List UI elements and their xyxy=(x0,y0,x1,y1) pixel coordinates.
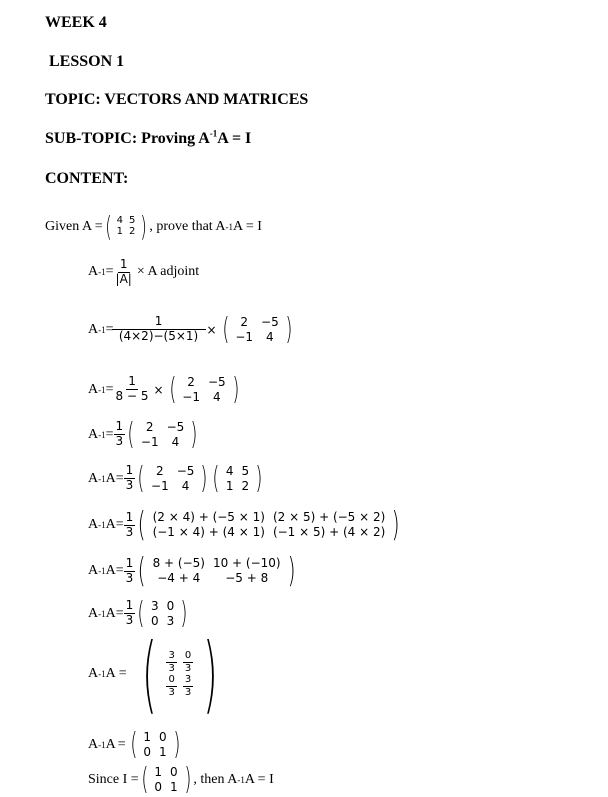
given-matrix: ( 4 5 1 2 ) xyxy=(104,210,148,243)
adjoint-matrix: ( 2 −5 −1 4 ) xyxy=(127,417,198,452)
step-3: A -1 = $\frac{1}{8 - 5}$ × ( 2 −5 −1 4 ) xyxy=(88,372,241,407)
adjoint-matrix: ( 2 −5 −1 4 ) xyxy=(221,312,293,347)
result-matrix: ( 3 0 0 3 ) xyxy=(137,596,188,631)
step-10: A -1 A = ( 1 0 0 1 ) xyxy=(88,727,182,762)
adjoint-matrix: ( 2 −5 −1 4 ) xyxy=(137,461,208,496)
step-9: A -1 A = ( $\frac{3}{3}$ $\frac{0}{3}$ $\frac{0}{3}$ $\frac{3}{3}$ ) xyxy=(88,636,227,712)
fraction: $\frac{1}{3}$ xyxy=(125,555,134,585)
product-matrix: ( 8 + (−5) 10 + (−10) −4 + 4 −5 + 8 ) xyxy=(137,551,296,591)
adjoint-matrix: ( 2 −5 −1 4 ) xyxy=(168,372,240,407)
step-8: A -1 A = $\frac{1}{3}$ ( 3 0 0 3 ) xyxy=(88,596,190,631)
step-2: A -1 = $\frac{1}{(4\times 2)-(5\times 1)}$ × ( 2 −5 −1 4 ) xyxy=(88,312,294,347)
week-heading: WEEK 4 xyxy=(45,14,107,31)
product-matrix: ( (2 × 4) + (−5 × 1) (2 × 5) + (−5 × 2) (−1 × 4) + (4 × 1) (−1 × 5) + (4 × 2) ) xyxy=(137,505,400,545)
fraction: $\frac{1}{3}$ xyxy=(115,419,124,448)
matrix-a: ( 4 5 1 2 ) xyxy=(212,461,263,496)
conclusion: Since I = ( 1 0 0 1 ) , then A -1 A = I xyxy=(88,762,274,797)
fraction: $\frac{1}{3}$ xyxy=(125,509,134,539)
topic-heading: TOPIC: VECTORS AND MATRICES xyxy=(45,91,309,108)
fraction: $\frac{1}{8 - 5}$ xyxy=(115,374,149,403)
fraction: $\frac{1}{3}$ xyxy=(125,598,134,627)
step-5: A -1 A = $\frac{1}{3}$ ( 2 −5 −1 4 ) ( 4 5 1 2 ) xyxy=(88,461,265,496)
subtopic-heading: SUB-TOPIC: Proving $A^{-1}A = I$ xyxy=(45,128,252,147)
lesson-heading: LESSON 1 xyxy=(49,53,125,70)
fraction: $\frac{1}{(4\times 2)-(5\times 1)}$ xyxy=(114,315,204,344)
identity-matrix: ( 1 0 0 1 ) xyxy=(130,727,181,762)
fraction: $\frac{1}{|A|}$ xyxy=(115,257,132,286)
step-4: A -1 = $\frac{1}{3}$ ( 2 −5 −1 4 ) xyxy=(88,417,200,452)
identity-matrix: ( 1 0 0 1 ) xyxy=(141,762,192,797)
content-heading: CONTENT: xyxy=(45,170,129,187)
given-statement: Given A = ( 4 5 1 2 ) , prove that A -1 A = I xyxy=(45,210,262,243)
fraction: $\frac{1}{3}$ xyxy=(125,463,134,492)
step-7: A -1 A = $\frac{1}{3}$ ( 8 + (−5) 10 + (−10) −4 + 4 −5 + 8 ) xyxy=(88,551,298,591)
step-1: A -1 = $\frac{1}{|A|}$ × A adjoint xyxy=(88,257,200,286)
fraction-matrix: ( $\frac{3}{3}$ $\frac{0}{3}$ $\frac{0}{3}$ $\frac{3}{3}$ ) xyxy=(141,625,218,723)
step-6: A -1 A = $\frac{1}{3}$ ( (2 × 4) + (−5 × 1) (2 × 5) + (−5 × 2) (−1 × 4) + (4 × 1) (−1 × 5) + (4 × 2) ) xyxy=(88,505,403,545)
